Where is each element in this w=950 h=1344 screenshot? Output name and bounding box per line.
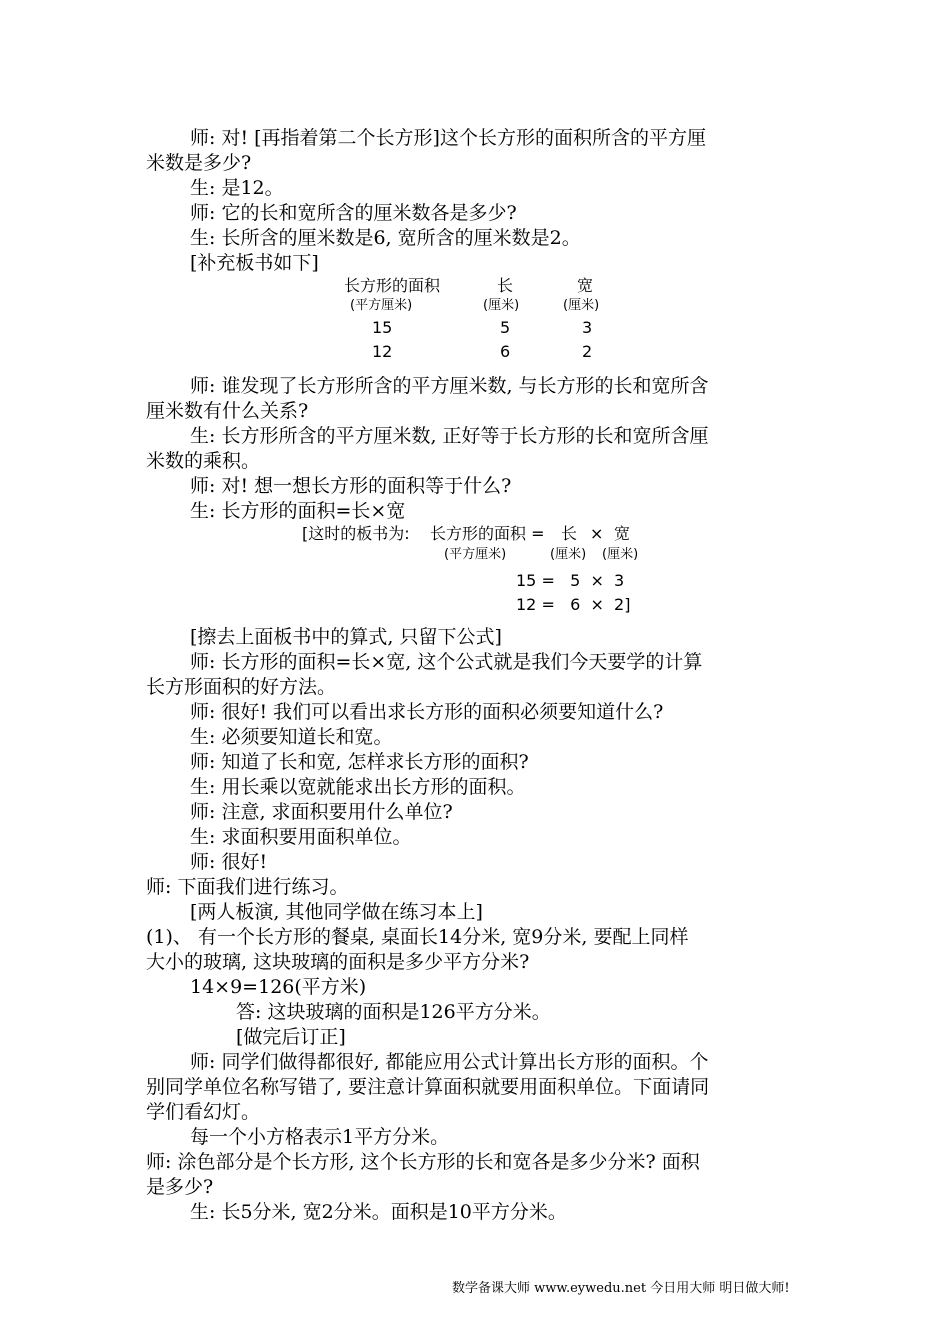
dialogue-line: 师: 长方形的面积=长×宽, 这个公式就是我们今天要学的计算 bbox=[190, 651, 703, 673]
table-cell: 5 bbox=[500, 318, 511, 337]
dialogue-line: 师: 它的长和宽所含的厘米数各是多少? bbox=[190, 202, 517, 224]
dialogue-line: 师: 同学们做得都很好, 都能应用公式计算出长方形的面积。个 bbox=[190, 1051, 709, 1073]
table-unit-width: (厘米) bbox=[563, 298, 600, 313]
dialogue-line: 长方形面积的好方法。 bbox=[146, 676, 337, 698]
formula-times: × bbox=[590, 524, 604, 543]
table-unit-length: (厘米) bbox=[483, 298, 520, 313]
dialogue-line: 师: 谁发现了长方形所含的平方厘米数, 与长方形的长和宽所含 bbox=[190, 375, 709, 397]
table-unit-area: (平方厘米) bbox=[350, 298, 413, 313]
dialogue-line: 生: 是12。 bbox=[190, 177, 284, 199]
dialogue-line: 师: 很好! bbox=[190, 851, 268, 873]
board-note: [做完后订正] bbox=[236, 1026, 346, 1048]
dialogue-line: 是多少? bbox=[146, 1176, 214, 1198]
dialogue-line: 生: 长方形的面积=长×宽 bbox=[190, 500, 406, 522]
table-cell: 12 bbox=[372, 342, 393, 361]
dialogue-line: 生: 长所含的厘米数是6, 宽所含的厘米数是2。 bbox=[190, 227, 581, 249]
dialogue-line: 别同学单位名称写错了, 要注意计算面积就要用面积单位。下面请同 bbox=[146, 1076, 710, 1098]
board-note: [两人板演, 其他同学做在练习本上] bbox=[190, 901, 483, 923]
table-header-width: 宽 bbox=[577, 276, 594, 295]
table-cell: 6 bbox=[500, 342, 511, 361]
dialogue-line: 师: 对! [再指着第二个长方形]这个长方形的面积所含的平方厘 bbox=[190, 127, 706, 149]
formula-row: 12 = 6 × 2] bbox=[516, 595, 631, 614]
formula-prefix: [这时的板书为: bbox=[302, 524, 410, 543]
dialogue-line: 师: 下面我们进行练习。 bbox=[146, 876, 349, 898]
dialogue-line: 师: 很好! 我们可以看出求长方形的面积必须要知道什么? bbox=[190, 701, 664, 723]
exercise-calc: 14×9=126(平方米) bbox=[190, 976, 367, 998]
exercise-line: 大小的玻璃, 这块玻璃的面积是多少平方分米? bbox=[146, 951, 530, 973]
exercise-line: (1)、 有一个长方形的餐桌, 桌面长14分米, 宽9分米, 要配上同样 bbox=[146, 926, 689, 948]
formula-width: 宽 bbox=[614, 524, 631, 543]
dialogue-line: 生: 长方形所含的平方厘米数, 正好等于长方形的长和宽所含厘 bbox=[190, 425, 709, 447]
formula-row: 15 = 5 × 3 bbox=[516, 571, 625, 590]
dialogue-line: 米数的乘积。 bbox=[146, 450, 261, 472]
dialogue-line: 师: 知道了长和宽, 怎样求长方形的面积? bbox=[190, 751, 529, 773]
formula-unit-width: (厘米) bbox=[602, 547, 639, 562]
table-cell: 3 bbox=[582, 318, 593, 337]
table-header-area: 长方形的面积 bbox=[344, 276, 441, 295]
dialogue-line: 生: 长5分米, 宽2分米。面积是10平方分米。 bbox=[190, 1201, 567, 1223]
table-header-length: 长 bbox=[497, 276, 514, 295]
dialogue-line: 厘米数有什么关系? bbox=[146, 400, 309, 422]
table-cell: 15 bbox=[372, 318, 393, 337]
dialogue-line: 生: 必须要知道长和宽。 bbox=[190, 726, 393, 748]
dialogue-line: 生: 用长乘以宽就能求出长方形的面积。 bbox=[190, 776, 526, 798]
dialogue-line: 师: 涂色部分是个长方形, 这个长方形的长和宽各是多少分米? 面积 bbox=[146, 1151, 700, 1173]
board-note: [补充板书如下] bbox=[190, 252, 319, 274]
dialogue-line: 米数是多少? bbox=[146, 152, 252, 174]
formula-unit-area: (平方厘米) bbox=[444, 547, 507, 562]
dialogue-line: 师: 注意, 求面积要用什么单位? bbox=[190, 801, 453, 823]
dialogue-line: 每一个小方格表示1平方分米。 bbox=[190, 1126, 450, 1148]
formula-area: 长方形的面积 = bbox=[430, 524, 545, 543]
page-footer: 数学备课大师 www.eywedu.net 今日用大师 明日做大师! bbox=[452, 1281, 790, 1296]
formula-length: 长 bbox=[561, 524, 578, 543]
dialogue-line: 学们看幻灯。 bbox=[146, 1101, 261, 1123]
board-note: [擦去上面板书中的算式, 只留下公式] bbox=[190, 626, 502, 648]
dialogue-line: 师: 对! 想一想长方形的面积等于什么? bbox=[190, 475, 512, 497]
table-cell: 2 bbox=[582, 342, 593, 361]
dialogue-line: 生: 求面积要用面积单位。 bbox=[190, 826, 412, 848]
exercise-answer: 答: 这块玻璃的面积是126平方分米。 bbox=[236, 1001, 551, 1023]
formula-unit-length: (厘米) bbox=[550, 547, 587, 562]
